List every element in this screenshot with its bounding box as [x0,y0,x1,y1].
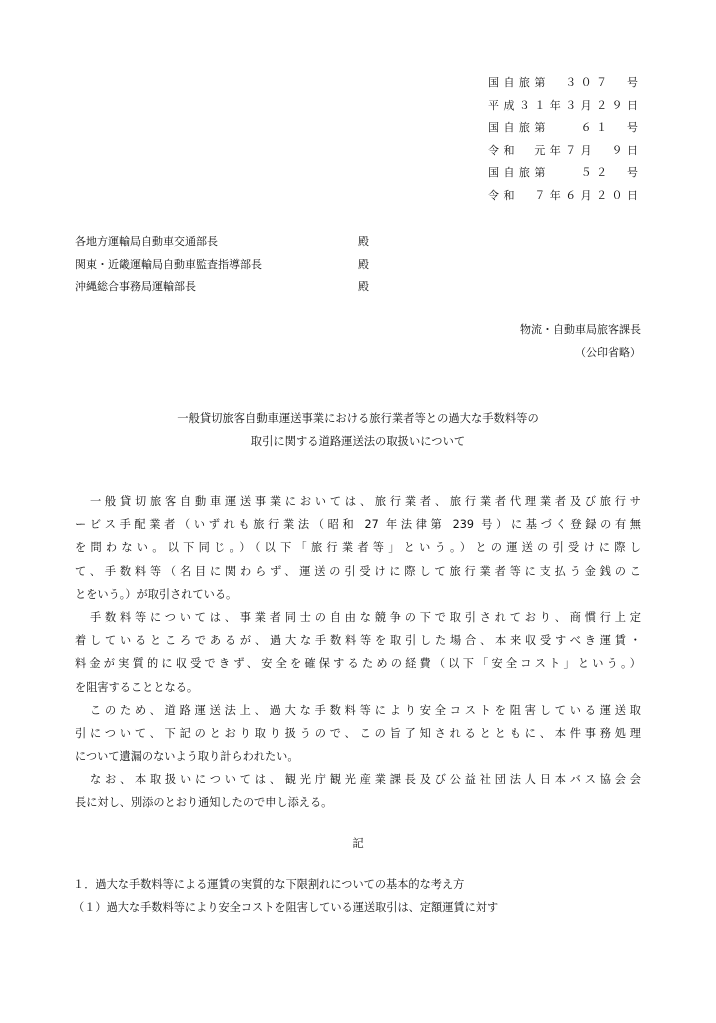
addressee-name: 各地方運輸局自動車交通部長 [75,235,218,248]
body-line: なお、本取扱いについては、観光庁観光産業課長及び公益社団法人日本バス協会会 [75,773,641,787]
reference-line: 国自旅第 ３０７ 号 [488,76,638,89]
reference-line: 平成３１年３月２９日 [488,98,638,112]
body-line: 引について、下記のとおり取り扱うので、この旨了知されるとともに、本件事務処理 [75,726,641,740]
addressee-name: 沖縄総合事務局運輸部長 [75,280,196,293]
addressee-honorific: 殿 [358,235,369,248]
addressee-honorific: 殿 [358,257,369,271]
body-line: 一般貸切旅客自動車運送事業においては、旅行業者、旅行業者代理業者及び旅行サ [75,495,641,508]
sender-block [520,318,641,364]
sender-name: 物流・自動車局旅客課長 [520,323,641,336]
section-1 [73,874,643,919]
body-line: を阻害することとなる。 [75,680,199,694]
title-line: 一般貸切旅客自動車運送事業における旅行業者等との過大な手数料等の [177,412,539,425]
body-line: 着しているところであるが、過大な手数料等を取引した場合、本来収受すべき運賃・ [75,634,641,648]
body-line: 長に対し、別添のとおり通知したので申し添える。 [75,796,333,810]
body-line: このため、道路運送法上、過大な手数料等により安全コストを阻害している運送取 [75,703,641,717]
section-heading: １．過大な手数料等による運賃の実質的な下限割れについての基本的な考え方 [73,878,465,891]
addressee-list [75,231,375,299]
body-line: について遺漏のないよう取り計らわれたい。 [75,750,299,764]
document-title [0,408,716,453]
reference-line: 国自旅第 ６１ 号 [488,121,638,135]
seal-note: （公印省略） [575,346,641,359]
reference-line: 令和 元年７月 ９日 [488,143,638,157]
body-text [75,490,641,815]
body-line: を問わない。以下同じ。）（以下「旅行業者等」という。）との運送の引受けに際し [75,541,641,555]
addressee [75,254,375,277]
body-line: 手数料等については、事業者同士の自由な競争の下で取引されており、商慣行上定 [75,610,641,624]
title-line: 取引に関する道路運送法の取扱いについて [250,434,466,448]
reference-line: 令和 ７年６月２０日 [488,188,638,202]
addressee [75,231,375,254]
section-item: （１）過大な手数料等により安全コストを阻害している運送取引は、定額運賃に対す [73,900,499,914]
body-line: とをいう。）が取引されている。 [75,587,238,601]
addressee-honorific: 殿 [358,280,369,293]
addressee-name: 関東・近畿運輸局自動車監査指導部長 [75,257,262,271]
ki-heading: 記 [352,837,364,850]
body-line: ービス手配業者（いずれも旅行業法（昭和 27 年法律第 239 号）に基づく登録の有無 [75,518,641,532]
body-line: 料金が実質的に収受できず、安全を確保するための経費（以下「安全コスト」という。） [75,657,641,671]
reference-line: 国自旅第 ５２ 号 [488,166,638,180]
addressee [75,276,375,299]
body-line: て、手数料等（名目に関わらず、運送の引受けに際して旅行業者等に支払う金銭のこ [75,564,641,578]
reference-numbers [488,72,638,208]
